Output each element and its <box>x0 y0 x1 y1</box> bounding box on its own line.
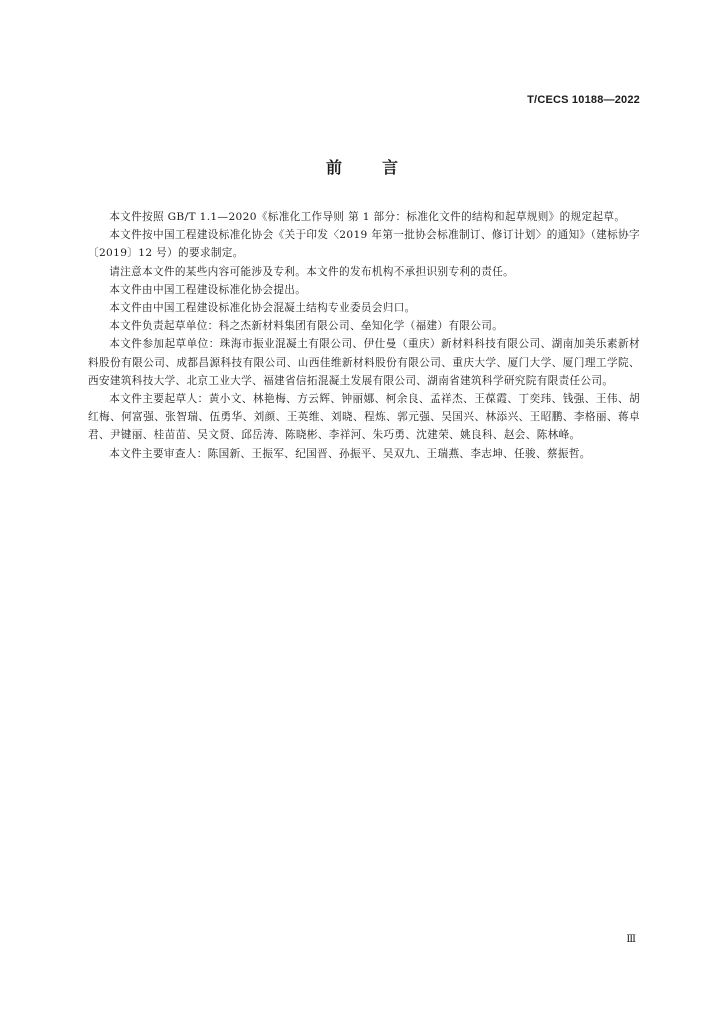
paragraph-proposer: 本文件由中国工程建设标准化协会提出。 <box>109 283 307 296</box>
paragraph-committee: 本文件由中国工程建设标准化协会混凝土结构专业委员会归口。 <box>109 302 416 315</box>
page-title: 前言 <box>325 158 438 177</box>
paragraph-patent-notice: 请注意本文件的某些内容可能涉及专利。本文件的发布机构不承担识别专利的责任。 <box>109 265 515 278</box>
paragraph-participating-units: 本文件参加起草单位：珠海市振业混凝土有限公司、伊仕曼（重庆）新材料科技有限公司、湖南加美乐素新材料股份有限公司、成都昌源科技有限公司、山西佳维新材料股份有限公司、重庆大学、厦门大学、厦门理工学院、西安建筑科技大学、北京工业大学、福建省信拓混凝土发展有限公司、湖南省建筑科学研究院有限责任公司。 <box>88 338 640 387</box>
paragraph-drafting-rules: 本文件按照 GB/T 1.1—2020《标准化工作导则 第 1 部分：标准化文件的结构和起草规则》的规定起草。 <box>109 211 626 223</box>
foreword-body <box>88 208 640 463</box>
paragraph-lead-drafters: 本文件负责起草单位：科之杰新材料集团有限公司、垒知化学（福建）有限公司。 <box>109 320 504 333</box>
page-number: Ⅲ <box>626 934 636 945</box>
document-code: T/CECS 10188—2022 <box>527 94 640 106</box>
paragraph-main-drafters: 本文件主要起草人：黄小文、林艳梅、方云辉、钟丽娜、柯余良、孟祥杰、王葆霞、丁奕玮、钱强、王伟、胡红梅、何富强、张智瑞、伍勇华、刘颜、王英维、刘晓、程炼、郭元强、吴国兴、林添兴、王昭鹏、李格丽、蒋卓君、尹键丽、桂苗苗、吴文贤、邱岳涛、陈晓彬、李祥河、朱巧勇、沈建荣、姚良科、赵会、陈林峰。 <box>88 393 640 442</box>
paragraph-plan-notice: 本文件按中国工程建设标准化协会《关于印发〈2019 年第一批协会标准制订、修订计划〉的通知》（建标协字〔2019〕12 号）的要求制定。 <box>88 229 640 260</box>
paragraph-reviewers: 本文件主要审查人：陈国新、王振军、纪国晋、孙振平、吴双九、王瑞燕、李志坤、任骏、蔡振哲。 <box>109 447 591 460</box>
